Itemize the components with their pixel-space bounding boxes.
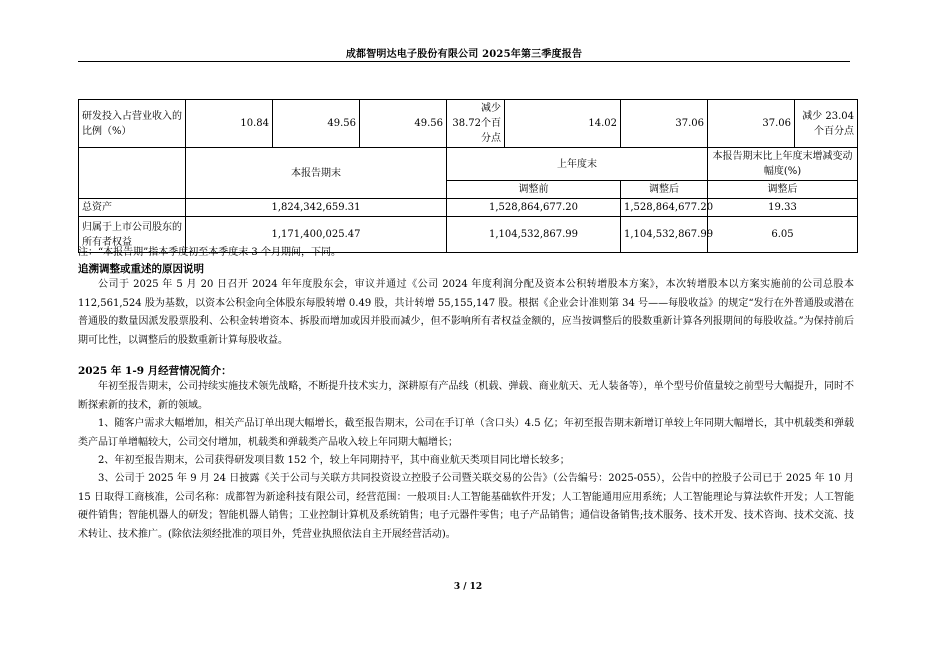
header-current-end: 本报告期末 <box>186 148 447 199</box>
table-cell: 1,104,532,867.99 <box>621 217 708 253</box>
header-prev-year-end: 上年度末 <box>447 148 708 181</box>
table-cell: 1,528,864,677.20 <box>447 199 621 217</box>
header-before-adj: 调整前 <box>447 181 621 199</box>
operations-paragraph: 年初至报告期末，公司持续实施技术领先战略，不断提升技术实力，深耕原有产品线（机载、弹载、商业航天、无人装备等），单个型号价值量较之前型号大幅提升，同时不断探索新的技术，新的领域。 <box>78 381 854 411</box>
section-title-restatement: 追溯调整或重述的原因说明 <box>78 263 204 275</box>
table-cell: 37.06 <box>621 100 708 148</box>
header-after-adj-change: 调整后 <box>708 181 858 199</box>
header-change: 本报告期末比上年度末增减变动幅度(%) <box>708 148 858 181</box>
operations-paragraph: 3、公司于 2025 年 9 月 24 日披露《关于公司与关联方共同投资设立控股子公司暨关联交易的公告》（公告编号：2025-055），公告中的控股子公司已于 2025 年 10 月 15 日取得工商核准，公司名称：成都智为新途科技有限公司，经营范围：一般项目:人工智能基础软件开发；人工智能通用应用系统；人工智能理论与算法软件开发；人工智能硬件销售；智能机器人的研发；智能机器人销售；工业控制计算机及系统销售；电子元器件零售；电子产品销售；通信设备销售;技术服务、技术开发、技术咨询、技术交流、技术转让、技术推广。(除依法须经批准的项目外，凭营业执照依法自主开展经营活动)。 <box>78 473 854 540</box>
table-cell: 37.06 <box>708 100 795 148</box>
header-rule <box>78 61 850 62</box>
table-cell: 49.56 <box>273 100 360 148</box>
table-row <box>79 199 858 217</box>
table-cell: 6.05 <box>708 217 858 253</box>
page-number: 3 / 12 <box>453 582 483 592</box>
page-header: 成都智明达电子股份有限公司 2025年第三季度报告 <box>345 49 583 60</box>
table-cell: 49.56 <box>360 100 447 148</box>
operations-paragraph: 2、年初至报告期末，公司获得研发项目数 152 个，较上年同期持平，其中商业航天类项目同比增长较多； <box>98 455 570 466</box>
table-cell: 1,528,864,677.20 <box>621 199 708 217</box>
table-cell: 1,171,400,025.47 <box>186 217 447 253</box>
equity-label: 归属于上市公司股东的所有者权益 <box>79 217 186 253</box>
total-assets-label: 总资产 <box>79 199 186 217</box>
table-row <box>79 100 858 148</box>
financial-table <box>78 99 858 253</box>
table-cell: 10.84 <box>186 100 273 148</box>
table-cell: 1,824,342,659.31 <box>186 199 447 217</box>
rd-ratio-label: 研发投入占营业收入的比例（%） <box>79 100 186 148</box>
table-cell <box>79 148 186 199</box>
table-note: 注：“本报告期”指本季度初至本季度末 3 个月期间，下同。 <box>78 247 341 258</box>
operations-paragraph: 1、随客户需求大幅增加，相关产品订单出现大幅增长，截至报告期末，公司在手订单（含口头）4.5 亿；年初至报告期末新增订单较上年同期大幅增长，其中机载类和弹载类产品订单增幅较大，公司交付增加，机载类和弹载类产品收入较上年同期大幅增长； <box>78 418 854 448</box>
table-row <box>79 148 858 181</box>
table-cell: 14.02 <box>505 100 621 148</box>
table-cell: 减少 38.72个百分点 <box>447 100 505 148</box>
table-cell: 减少 23.04个百分点 <box>795 100 858 148</box>
section-title-operations: 2025 年 1-9 月经营情况简介： <box>78 365 232 377</box>
header-after-adj: 调整后 <box>621 181 708 199</box>
table-cell: 19.33 <box>708 199 858 217</box>
table-cell: 1,104,532,867.99 <box>447 217 621 253</box>
restatement-paragraph: 公司于 2025 年 5 月 20 日召开 2024 年年度股东会，审议并通过《公司 2024 年度利润分配及资本公积转增股本方案》，本次转增股本以方案实施前的公司总股本 112,561,524 股为基数，以资本公积金向全体股东每股转增 0.49 股，共计转增 55,155,147 股。根据《企业会计准则第 34 号——每股收益》的规定“发行在外普通股或潜在普通股的数量因派发股票股利、公积金转增资本、拆股而增加或因并股而减少，但不影响所有者权益金额的，应当按调整后的股数重新计算各列报期间的每股收益。”为保持前后期可比性，以调整后的股数重新计算每股收益。 <box>78 279 854 346</box>
